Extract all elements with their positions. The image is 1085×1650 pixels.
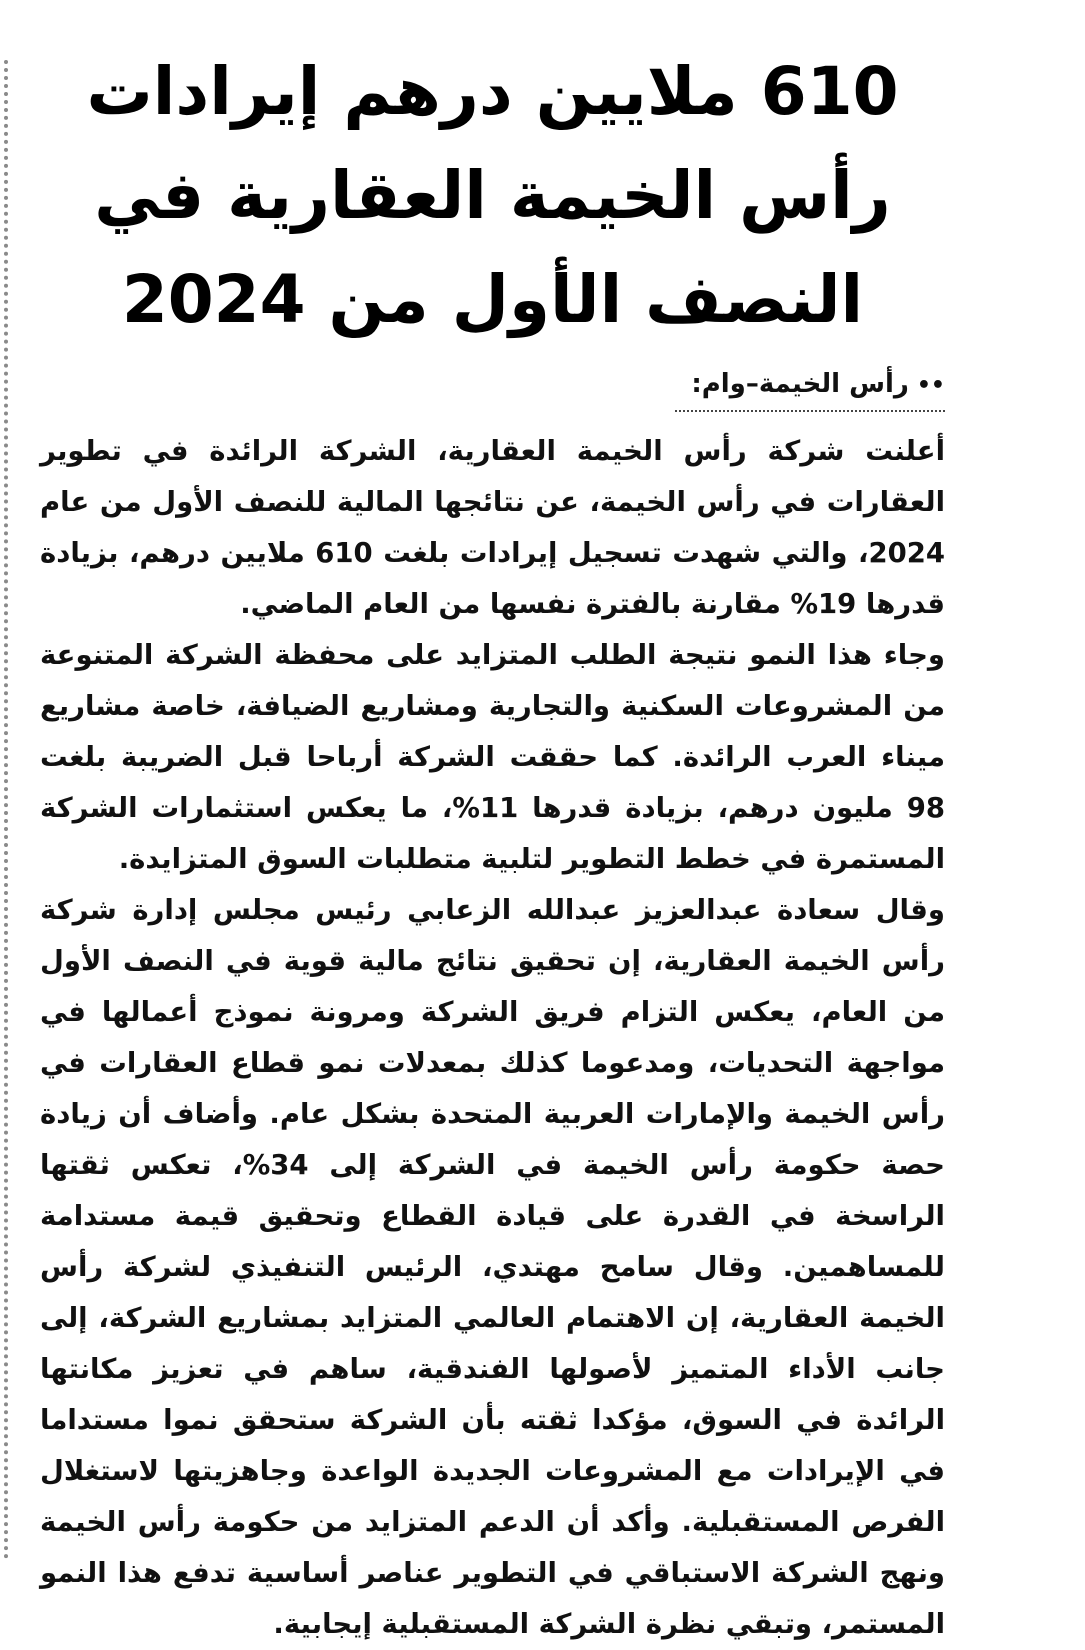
paragraph-2: وجاء هذا النمو نتيجة الطلب المتزايد على محفظة الشركة المتنوعة من المشروعات السكنية والتجارية ومشاريع الضيافة، خاصة مشاريع ميناء العرب الرائدة. كما حققت الشركة أرباحا قبل الضريبة بلغت 98 مليون درهم، بزيادة قدرها 11%، ما يعكس استثمارات الشركة المستمرة في خطط التطوير لتلبية متطلبات السوق المتزايدة. xyxy=(40,639,945,875)
article-headline: 610 ملايين درهم إيرادات رأس الخيمة العقارية في النصف الأول من 2024 xyxy=(86,53,899,338)
page-edge-dotted-border xyxy=(4,60,8,1560)
dateline-row xyxy=(40,364,945,412)
dateline-text: رأس الخيمة–وام: xyxy=(691,369,909,399)
paragraph-3: وقال سعادة عبدالعزيز عبدالله الزعابي رئيس مجلس إدارة شركة رأس الخيمة العقارية، إن تحقيق نتائج مالية قوية في النصف الأول من العام، يعكس التزام فريق الشركة ومرونة نموذج أعمالها في مواجهة التحديات، ومدعوما كذلك بمعدلات نمو قطاع العقارات في رأس الخيمة والإمارات العربية المتحدة بشكل عام. وأضاف أن زيادة حصة حكومة رأس الخيمة في الشركة إلى 34%، تعكس ثقتها الراسخة في القدرة على قيادة القطاع وتحقيق قيمة مستدامة للمساهمين. وقال سامح مهتدي، الرئيس التنفيذي لشركة رأس الخيمة العقارية، إن الاهتمام العالمي المتزايد بمشاريع الشركة، إلى جانب الأداء المتميز لأصولها الفندقية، ساهم في تعزيز مكانتها الرائدة في السوق، مؤكدا ثقته بأن الشركة ستحقق نموا مستداما في الإيرادات مع المشروعات الجديدة الواعدة وجاهزيتها لاستغلال الفرص المستقبلية. وأكد أن الدعم المتزايد من حكومة رأس الخيمة ونهج الشركة الاستباقي في التطوير عناصر أساسية تدفع هذا النمو المستمر، وتبقي نظرة الشركة المستقبلية إيجابية. xyxy=(40,894,946,1640)
dateline-bullets: •• xyxy=(916,373,945,398)
dateline xyxy=(675,364,945,412)
paragraph-1: أعلنت شركة رأس الخيمة العقارية، الشركة الرائدة في تطوير العقارات في رأس الخيمة، عن نتائجها المالية للنصف الأول من عام 2024، والتي شهدت تسجيل إيرادات بلغت 610 ملايين درهم، بزيادة قدرها 19% مقارنة بالفترة نفسها من العام الماضي. xyxy=(40,435,946,620)
news-article xyxy=(40,40,945,1650)
article-body xyxy=(40,426,945,1650)
